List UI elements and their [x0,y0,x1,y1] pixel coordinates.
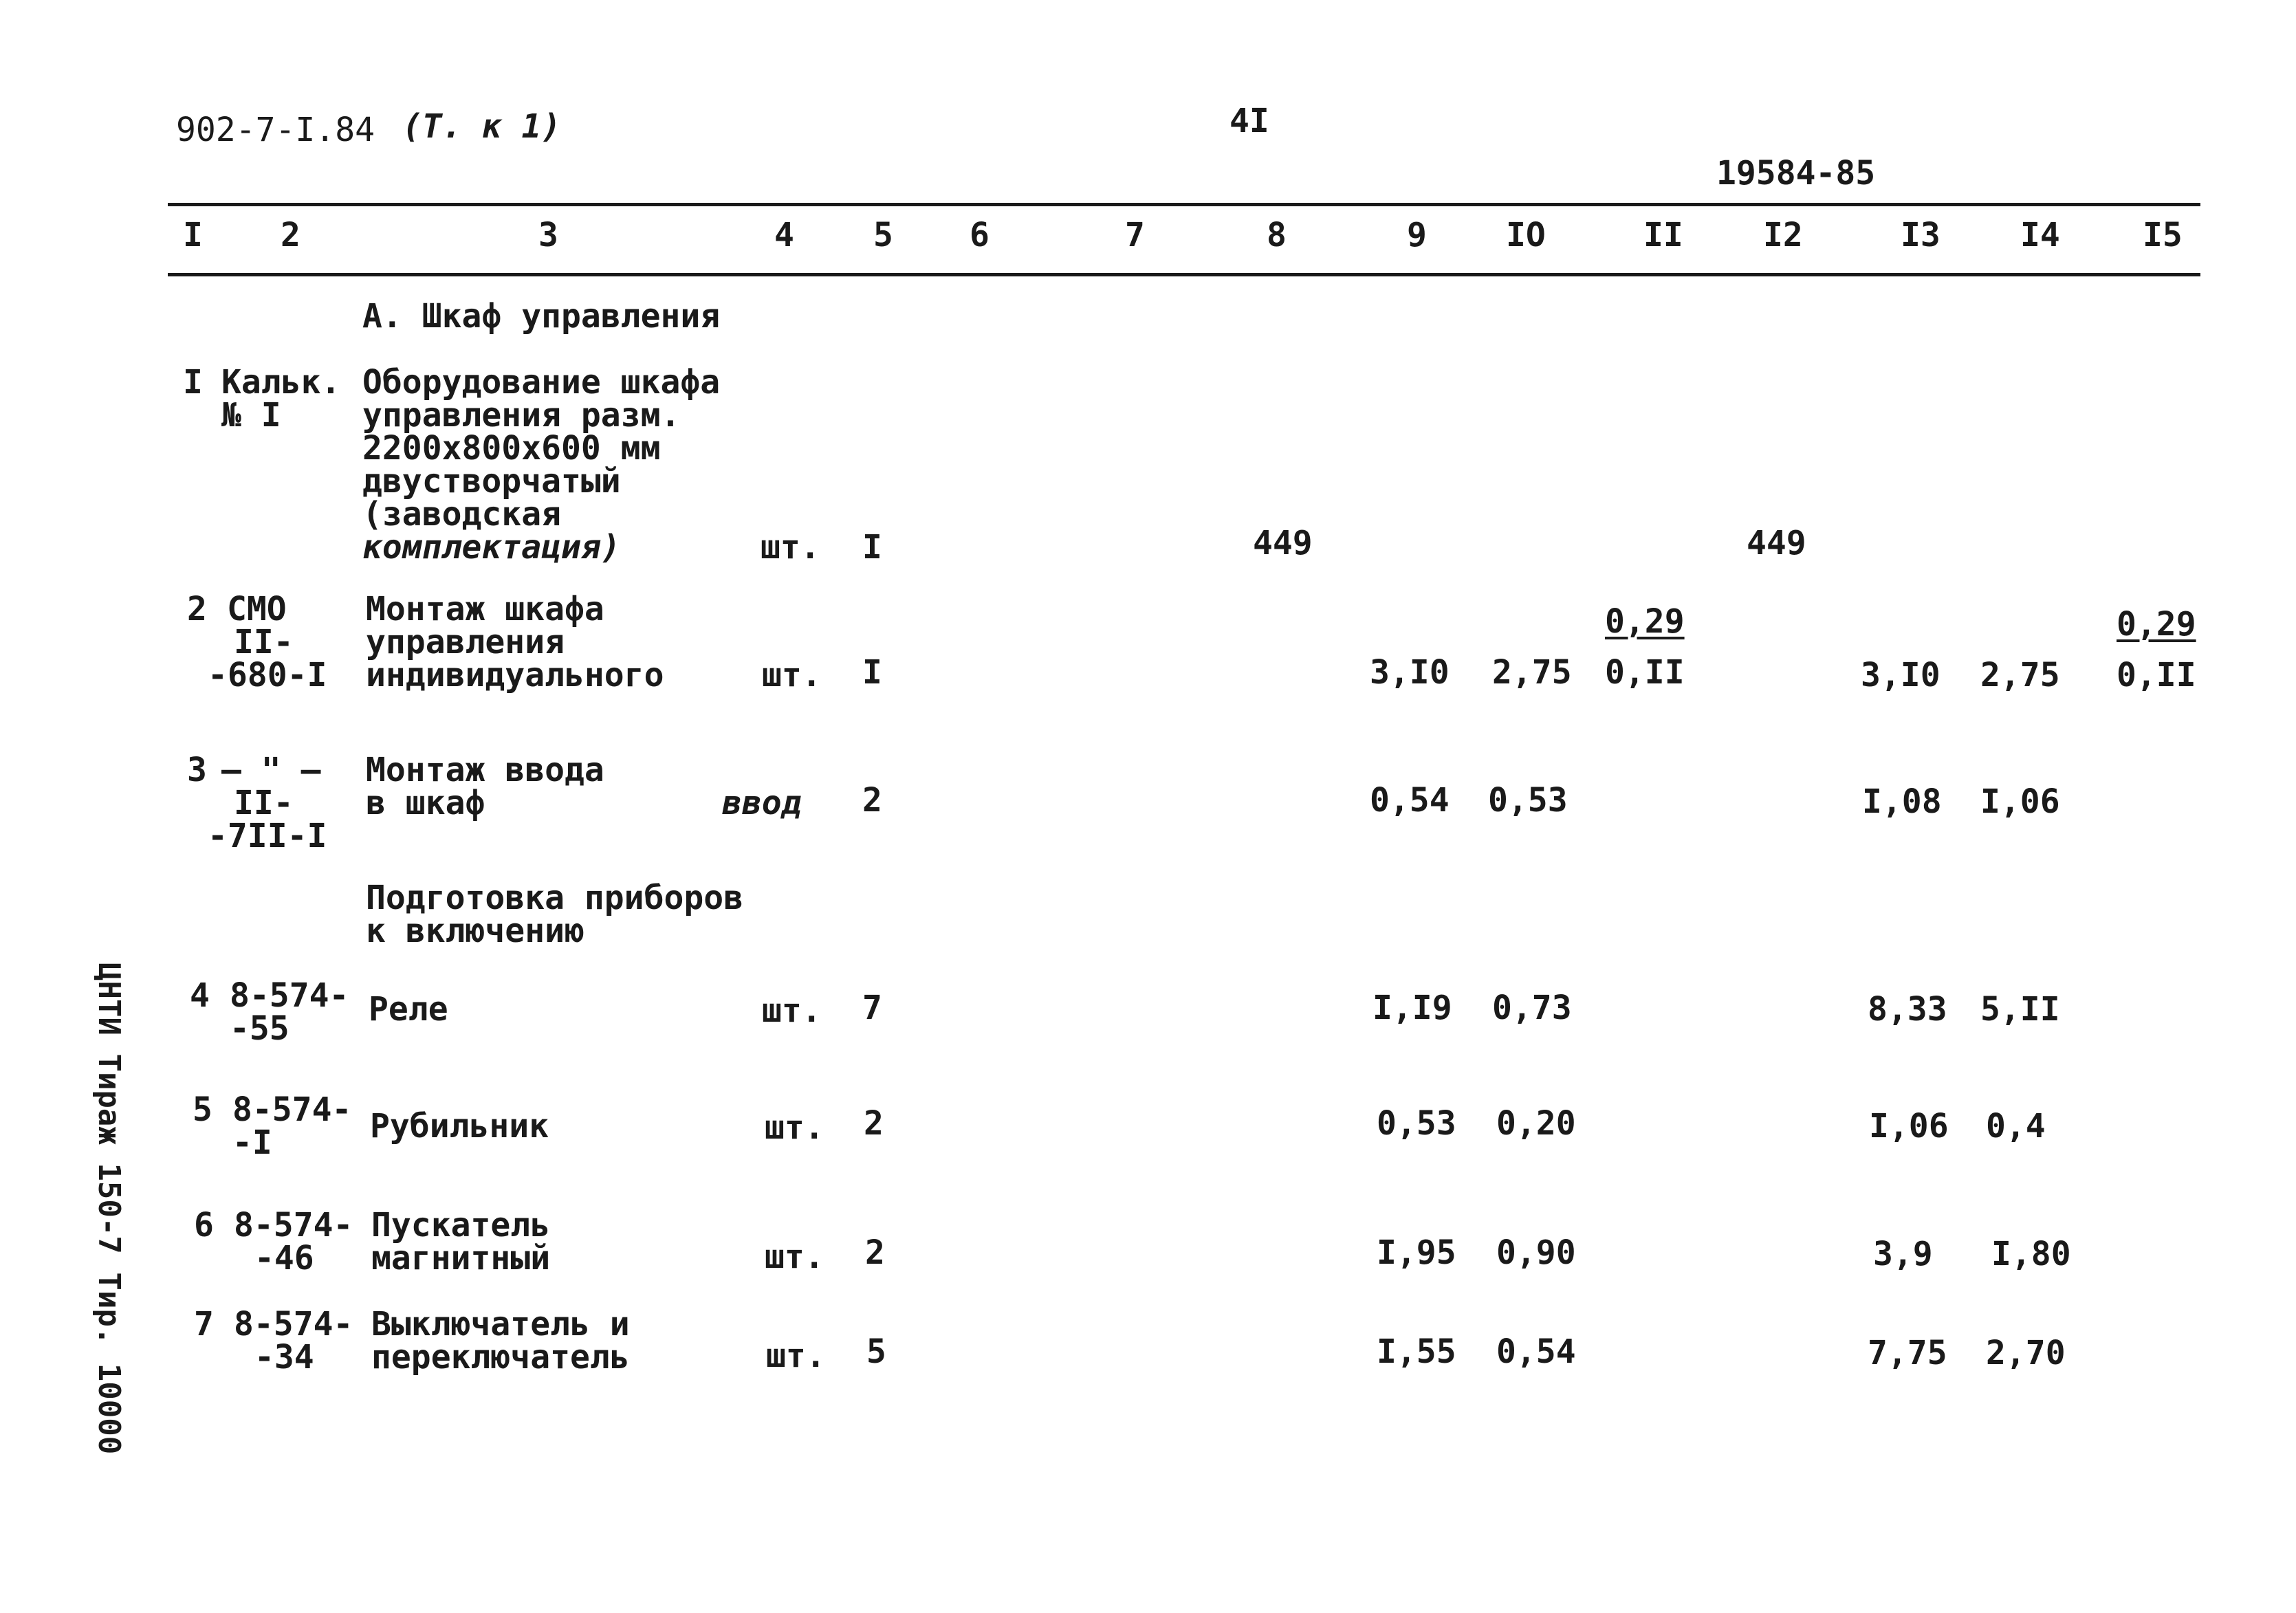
row-unit: шт. [762,991,822,1030]
row-code: -46 [254,1239,314,1277]
row-name: 2200х800х600 мм [362,429,661,468]
row-number: 2 [187,590,207,628]
document-code: 902-7-I.84 [176,111,375,149]
row-quantity: 5 [866,1332,886,1371]
side-stamp: ЦНТИ Тираж 150-7 Тир. 10000 [91,963,127,1455]
row-cell-9: 3,I0 [1370,653,1450,692]
row-cell-13: I,06 [1869,1107,1949,1145]
column-header: I [183,216,203,254]
row-cell-15-bottom: 0,II [2117,656,2196,694]
row-cell-13: 3,I0 [1861,656,1940,694]
row-cell-14: 0,4 [1986,1107,2046,1145]
row-code: -7II-I [208,817,327,855]
row-code: -I [232,1123,272,1162]
row-cell-14: 2,75 [1980,656,2060,694]
column-header: 4 [774,216,794,254]
row-cell-11-bottom: 0,II [1605,653,1685,692]
row-code: -34 [254,1338,314,1376]
row-name: комплектация) [362,528,621,567]
row-code: II- [234,784,294,822]
column-header: I2 [1763,216,1803,254]
row-quantity: I [862,653,882,692]
row-name: Пускатель [371,1206,551,1244]
row-code: Кальк. [221,363,341,402]
row-cell-9: I,I9 [1373,989,1452,1027]
row-code: -55 [230,1009,289,1048]
row-number: 6 [194,1206,214,1244]
column-header: I5 [2143,216,2183,254]
column-header: I4 [2020,216,2060,254]
row-quantity: I [862,528,882,567]
row-unit: шт. [766,1337,826,1375]
row-number: 7 [194,1305,214,1343]
registration-stamp: 19584-85 [1716,154,1876,193]
row-unit: шт. [765,1108,824,1147]
row-cell-14: 2,70 [1986,1334,2066,1372]
column-header: 6 [970,216,990,254]
section-title: А. Шкаф управления [362,297,721,336]
row-code: -680-I [208,656,327,694]
row-unit: ввод [722,784,802,822]
row-code: II- [234,623,294,661]
row-quantity: 2 [865,1233,885,1272]
row-cell-10: 2,75 [1492,653,1572,692]
row-name: управления [366,623,565,661]
row-quantity: 7 [862,989,882,1027]
row-code: 8-574- [234,1206,353,1244]
table-header-rule [168,273,2200,276]
column-header: 5 [873,216,893,254]
row-cell-10: 0,53 [1488,781,1568,820]
row-name: Выключатель и [371,1305,630,1343]
section-title: к включению [366,912,584,950]
page-number: 4I [1229,102,1269,140]
row-cell-9: I,95 [1377,1233,1456,1272]
column-header: 2 [281,216,300,254]
row-unit: шт. [762,656,822,694]
row-name: (заводская [362,495,561,534]
row-cell-9: 0,53 [1377,1104,1456,1143]
row-quantity: 2 [864,1104,884,1143]
row-cell-14: 5,II [1980,990,2060,1029]
row-number: 5 [193,1090,212,1129]
column-header: I3 [1901,216,1940,254]
row-name: в шкаф [366,784,485,822]
row-name: управления разм. [362,396,681,435]
row-code: 8-574- [234,1305,353,1343]
row-name: Оборудование шкафа [362,363,721,402]
column-header: 9 [1407,216,1427,254]
row-name: переключатель [371,1338,630,1376]
column-header: IO [1506,216,1546,254]
column-header: II [1643,216,1683,254]
row-name: двустворчатый [362,462,621,501]
row-cell-10: 0,90 [1496,1233,1576,1272]
row-name: Монтаж шкафа [366,590,604,628]
row-cell-9: I,55 [1377,1332,1456,1371]
row-code: 8-574- [232,1090,352,1129]
row-code: – " – [221,751,321,789]
row-name: индивидуального [366,656,664,694]
row-cell-13: 3,9 [1873,1235,1933,1273]
row-code: 8-574- [230,976,349,1015]
row-cell-10: 0,20 [1496,1104,1576,1143]
row-name: Реле [369,990,448,1029]
row-cell-13: I,08 [1862,782,1942,821]
row-unit: шт. [761,528,820,567]
row-code: СМО [227,590,287,628]
section-title: Подготовка приборов [366,879,744,917]
row-number: 4 [190,976,210,1015]
column-header: 3 [538,216,558,254]
row-name: Рубильник [370,1107,549,1145]
row-number: 3 [187,751,207,789]
row-name: Монтаж ввода [366,751,604,789]
row-number: I [183,363,203,402]
row-cell-12: 449 [1747,524,1806,562]
row-quantity: 2 [862,781,882,820]
column-header: 8 [1267,216,1287,254]
document-note: (Т. к 1) [402,107,562,146]
table-top-rule [168,203,2200,206]
row-cell-13: 8,33 [1868,990,1947,1029]
row-cell-11-top: 0,29 [1605,602,1685,641]
column-header: 7 [1125,216,1145,254]
row-cell-10: 0,54 [1496,1332,1576,1371]
row-cell-9: 0,54 [1370,781,1450,820]
row-cell-15-top: 0,29 [2117,605,2196,644]
row-cell-10: 0,73 [1492,989,1572,1027]
row-name: магнитный [371,1239,551,1277]
row-code: № I [221,396,281,435]
row-cell-8: 449 [1253,524,1313,562]
row-cell-14: I,06 [1980,782,2060,821]
row-cell-14: I,80 [1991,1235,2071,1273]
row-unit: шт. [765,1238,824,1276]
row-cell-13: 7,75 [1868,1334,1947,1372]
